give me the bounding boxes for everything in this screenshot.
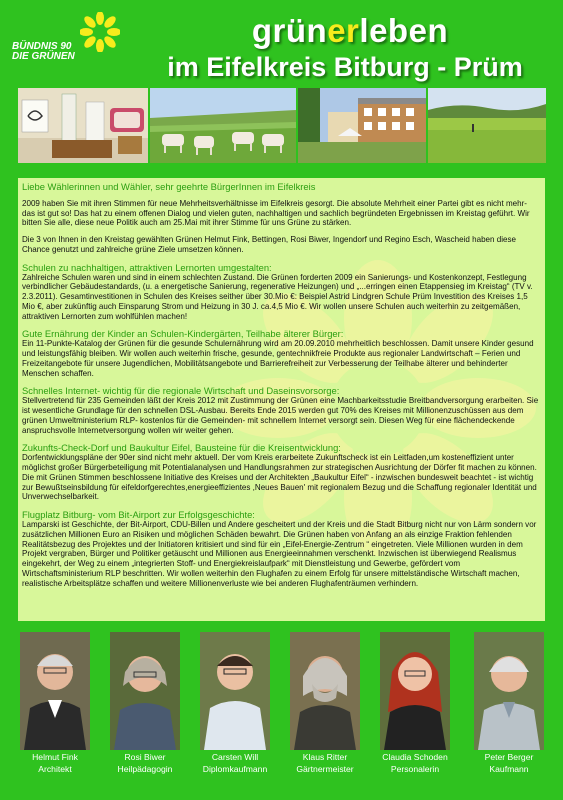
logo-line-1: BÜNDNIS 90 bbox=[12, 41, 72, 52]
title-part-b: er bbox=[327, 12, 360, 49]
body-text bbox=[22, 182, 541, 595]
intro-paragraph-2: Die 3 von Ihnen in den Kreistag gewählten Grünen Helmut Fink, Bettingen, Rosi Biwer, Ingendorf und Regino Esch, Wascheid haben diese Chance genutzt und zahlreiche grüne Ziele umsetzen können. bbox=[22, 235, 516, 254]
candidate-card bbox=[474, 632, 544, 774]
candidate-photo bbox=[474, 632, 544, 750]
candidates-row bbox=[18, 622, 548, 797]
candidate-photo bbox=[380, 632, 450, 750]
page-title bbox=[140, 12, 560, 50]
greeting: Liebe Wählerinnen und Wähler, sehr geehrte BürgerInnen im Eifelkreis bbox=[22, 181, 316, 192]
candidate-role: Architekt bbox=[38, 764, 72, 774]
candidate-role: Gärtnermeister bbox=[296, 764, 354, 774]
candidate-photo bbox=[200, 632, 270, 750]
candidate-name: Claudia Schoden bbox=[382, 752, 448, 762]
candidate-name: Helmut Fink bbox=[32, 752, 78, 762]
candidate-name: Peter Berger bbox=[484, 752, 534, 762]
candidate-photo bbox=[110, 632, 180, 750]
candidate-card bbox=[290, 632, 360, 774]
section-heading: Flugplatz Bitburg- vom Bit-Airport zur Erfolgsgeschichte: bbox=[22, 509, 255, 520]
photo-cattle-field bbox=[150, 88, 296, 163]
candidate-role: Personalerin bbox=[390, 764, 440, 774]
logo-line-2: DIE GRÜNEN bbox=[12, 51, 75, 62]
candidate-name: Rosi Biwer bbox=[124, 752, 166, 762]
candidate-card bbox=[380, 632, 450, 774]
section-body: Dorfentwicklungspläne der 90er sind nicht mehr aktuell. Der vom Kreis erarbeitete Zukunftscheck ist ein Leitfaden,um kosteneffizient unter möglichst großer Bürgerbeteiligung mit Potentialanalysen und Handlungsrahmen zur strategischen Ausrichtung der Dörfer fit machen zu können. Die mit Grünen Stimmen beschlossene Initiative des Kreises und der Architekten „Baukultur Eifel“ - inzwischen bundesweit beachtet - ist wichtig zur Bewußtseinsbildung für eifeldorfgerechtes,energieeffizientes ,Neues Bauen' mit regionalem Bezug und die Schaffung regionaler Identität und Unverwechselbarkeit. bbox=[22, 453, 537, 502]
candidate-role: Kaufmann bbox=[489, 764, 529, 774]
photo-meadow bbox=[428, 88, 546, 163]
candidate-card bbox=[20, 632, 90, 774]
content-panel bbox=[18, 178, 545, 621]
page-subtitle: im Eifelkreis Bitburg - Prüm bbox=[167, 52, 523, 82]
candidate-photo bbox=[20, 632, 90, 750]
title-part-a: grün bbox=[251, 12, 328, 49]
candidate-name: Carsten Will bbox=[211, 752, 259, 762]
candidate-name: Klaus Ritter bbox=[302, 752, 348, 762]
candidate-role: Heilpädagogin bbox=[117, 764, 173, 774]
party-logo bbox=[12, 12, 120, 72]
section-heading: Schnelles Internet- wichtig für die regionale Wirtschaft und Daseinsvorsorge: bbox=[22, 385, 340, 397]
section-heading: Gute Ernährung der Kinder an Schulen-Kindergärten, Teilhabe älterer Bürger: bbox=[22, 328, 344, 340]
sunflower-icon bbox=[80, 12, 120, 52]
section-heading: Schulen zu nachhaltigen, attraktiven Lernorten umgestalten: bbox=[22, 261, 272, 273]
candidate-card bbox=[110, 632, 180, 774]
section-body: Zahlreiche Schulen waren und sind in einem schlechten Zustand. Die Grünen forderten 2009 ein Sanierungs- und Kostenkonzept, Festlegung verbindlicher Gebäudestandards, (u. a energetische Sanierung, regenerative Heizungen) und „...erringen einen Etappensieg im Kreistag“ (TV v. 2.3.2011). Gesamtinvestitionen in Schulen des Kreises seither über 30.Mio €: Beispiel Astrid Lindgren Schule Prüm Investition des Kreises 1,5 Mio €, aber zukünftig auch Einsparung Strom und Heizung in 30 J. ca.4,5 Mio €. Wir wollen unsere Schulen auch weiterhin zu zeitgemäßen, attraktiven Lernorten zum wohlfühlen machen! bbox=[22, 272, 533, 321]
intro-paragraph-1: 2009 haben Sie mit ihren Stimmen für neue Mehrheitsverhältnisse im Eifelkreis gesorgt. Die absolute Mehrheit einer Partei gibt es nicht mehr- das ist gut so! Das hat zu einem offenen Dialog und vielen guten, nachhaltigen und sachlich begründeten Ergebnissen im Kreistag geführt. Wir bitten Sie alle, diese neue Politik auch am 25.Mai mit ihrer Stimme für uns Grüne zu stärken. bbox=[22, 198, 530, 228]
section-body: Ein 11-Punkte-Katalog der Grünen für die gesunde Schulernährung wird am 20.09.2010 mehrheitlich beschlossen. Damit unsere Kinder gesund und leistungsfähig bleiben. Wir wollen auch weiterhin frische, gesunde, gentechnikfreie Produkte aus regionaler Landwirtschaft – Ferien und Freizeitangebote für unsere Jugendlichen, Mobilitätsangebote und Barrierefreiheit zur Verbesserung der Teilhabe älterer und behinderter Menschen schaffen. bbox=[22, 339, 534, 378]
candidate-card bbox=[200, 632, 270, 774]
candidate-photo bbox=[290, 632, 360, 750]
section-body: Stellvertretend für 235 Gemeinden läßt der Kreis 2012 mit Zustimmung der Grünen eine Machbarkeitsstudie Breitbandversorgung erarbeiten. Sie ist wesentliche Grundlage für den schnellen DSL-Ausbau. Bereits Ende 2015 werden gut 70% des Kreises mit Millionenzuschüssen aus dem grünen Umweltministerium RLP- kostenlos für die Gemeinden- mit schnellem Internet versorgt sein. Diesen Weg für eine flächendeckende anspruchsvolle Internetversorgung wollen wir weiter gehen. bbox=[22, 396, 539, 435]
candidate-role: Diplomkaufmann bbox=[202, 764, 268, 774]
title-part-c: leben bbox=[359, 12, 449, 49]
photo-regional-products bbox=[18, 88, 148, 163]
section-heading: Zukunfts-Check-Dorf und Baukultur Eifel, Bausteine für die Kreisentwicklung: bbox=[22, 442, 341, 454]
photo-school-building bbox=[298, 88, 426, 163]
section-body: Lamparski ist Geschichte, der Bit-Airport, CDU-Billen und Andere gescheitert und der Kreis und die Stadt Bitburg nicht nur von Lärm sondern vor zusätzlichen Millionen Euro an Risiken und möglichen Schäden bewahrt. Die Grünen haben von Anfang an als einzige Fraktion fehlenden Realitätsbezug des Projektes und der Initiatoren kritisiert und sind für ein „Eifel-Energie-Zentrum “ eingetreten. Viele Millionen wurden in dem Projekt vergraben, Bürger und Politiker getäuscht und Millionen aus Energieeinnahmen verschenkt. Inzwischen ist überwiegend Realismus eingekehrt, der Weg zu einem „integrierten Stoff- und Energiekreislaufpark“ mit Dienstleistung und Gewerbe, gefördert vom Wirtschaftsministerium RLP beschritten. Wir wollen weiterhin den Flughafen zu einem Erfolg für unsere mittelständische Wirtschaft machen, realistische Arbeitsplätze schaffen und weitere Millionenverluste wie bei anderen Flughafenträumen verhindern. bbox=[22, 520, 537, 588]
